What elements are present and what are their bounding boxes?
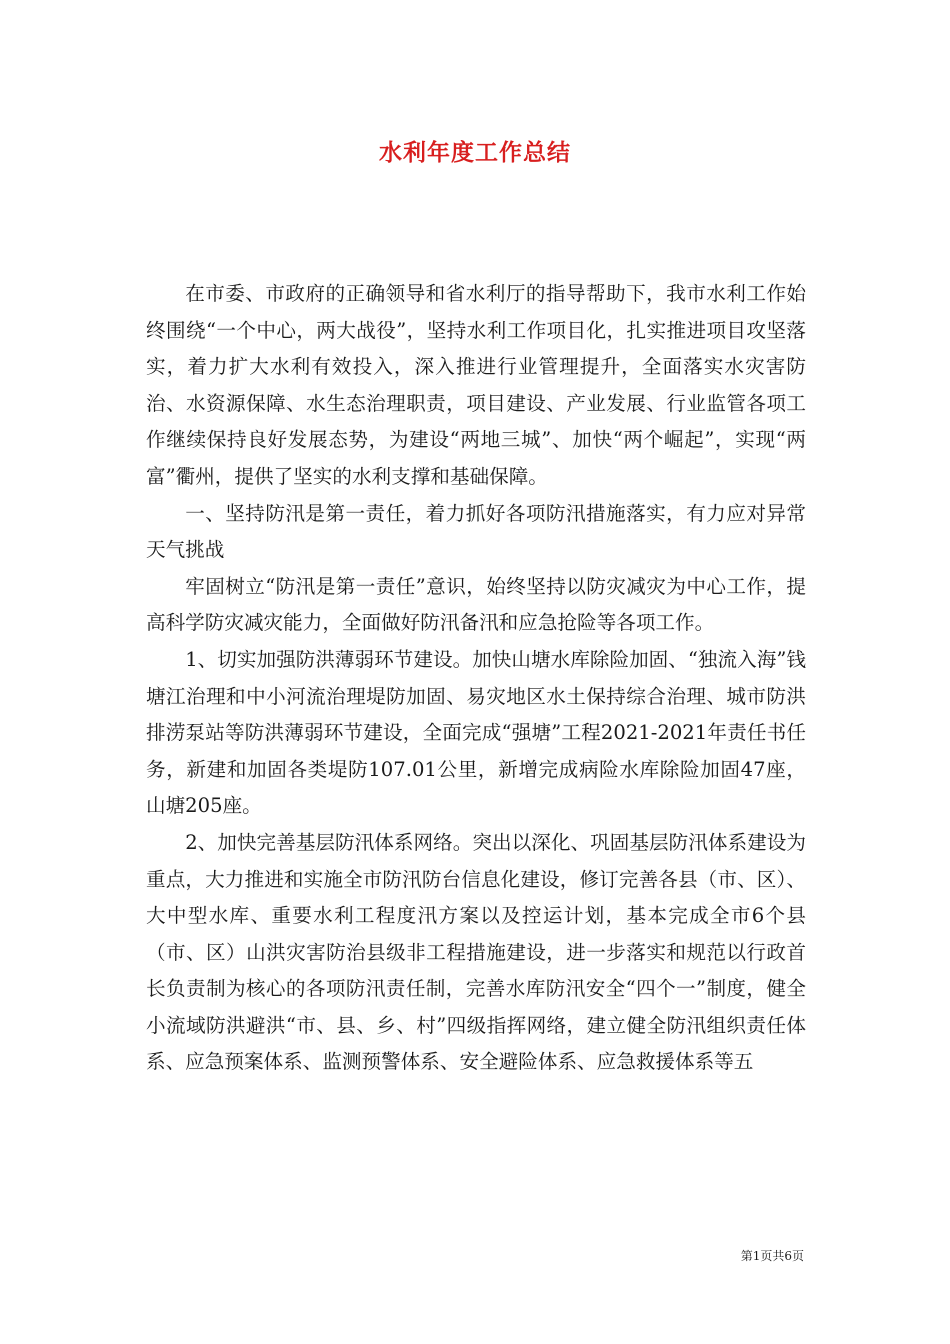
paragraph-intro: 在市委、市政府的正确领导和省水利厅的指导帮助下，我市水利工作始终围绕“一个中心，两大战役”，坚持水利工作项目化，扎实推进项目攻坚落实，着力扩大水利有效投入，深入推进行业管理提升，全面落实水灾害防治、水资源保障、水生态治理职责，项目建设、产业发展、行业监管各项工作继续保持良好发展态势，为建设“两地三城”、加快“两个崛起”，实现“两富”衢州，提供了坚实的水利支撑和基础保障。 — [146, 282, 806, 488]
paragraph-item-1: 1、切实加强防洪薄弱环节建设。加快山塘水库除险加固、“独流入海”钱塘江治理和中小河流治理堤防加固、易灾地区水土保持综合治理、城市防洪排涝泵站等防洪薄弱环节建设，全面完成“强塘”工程2021-2021年责任书任务，新建和加固各类堤防107.01公里，新增完成病险水库除险加固47座，山塘205座。 — [146, 647, 806, 818]
document-body — [146, 276, 806, 1081]
page-number-footer: 第1页共6页 — [740, 1249, 804, 1263]
document-title: 水利年度工作总结 — [379, 140, 571, 166]
section-heading-1: 一、坚持防汛是第一责任，着力抓好各项防汛措施落实，有力应对异常天气挑战 — [146, 501, 806, 562]
paragraph-item-2: 2、加快完善基层防汛体系网络。突出以深化、巩固基层防汛体系建设为重点，大力推进和实施全市防汛防台信息化建设，修订完善各县（市、区）、大中型水库、重要水利工程度汛方案以及控运计划，基本完成全市6个县（市、区）山洪灾害防治县级非工程措施建设，进一步落实和规范以行政首长负责制为核心的各项防汛责任制，完善水库防汛安全“四个一”制度，健全小流域防洪避洪“市、县、乡、村”四级指挥网络，建立健全防汛组织责任体系、应急预案体系、监测预警体系、安全避险体系、应急救援体系等五 — [146, 830, 806, 1074]
paragraph-section-1-summary: 牢固树立“防汛是第一责任”意识，始终坚持以防灾减灾为中心工作，提高科学防灾减灾能力，全面做好防汛备汛和应急抢险等各项工作。 — [146, 574, 806, 635]
